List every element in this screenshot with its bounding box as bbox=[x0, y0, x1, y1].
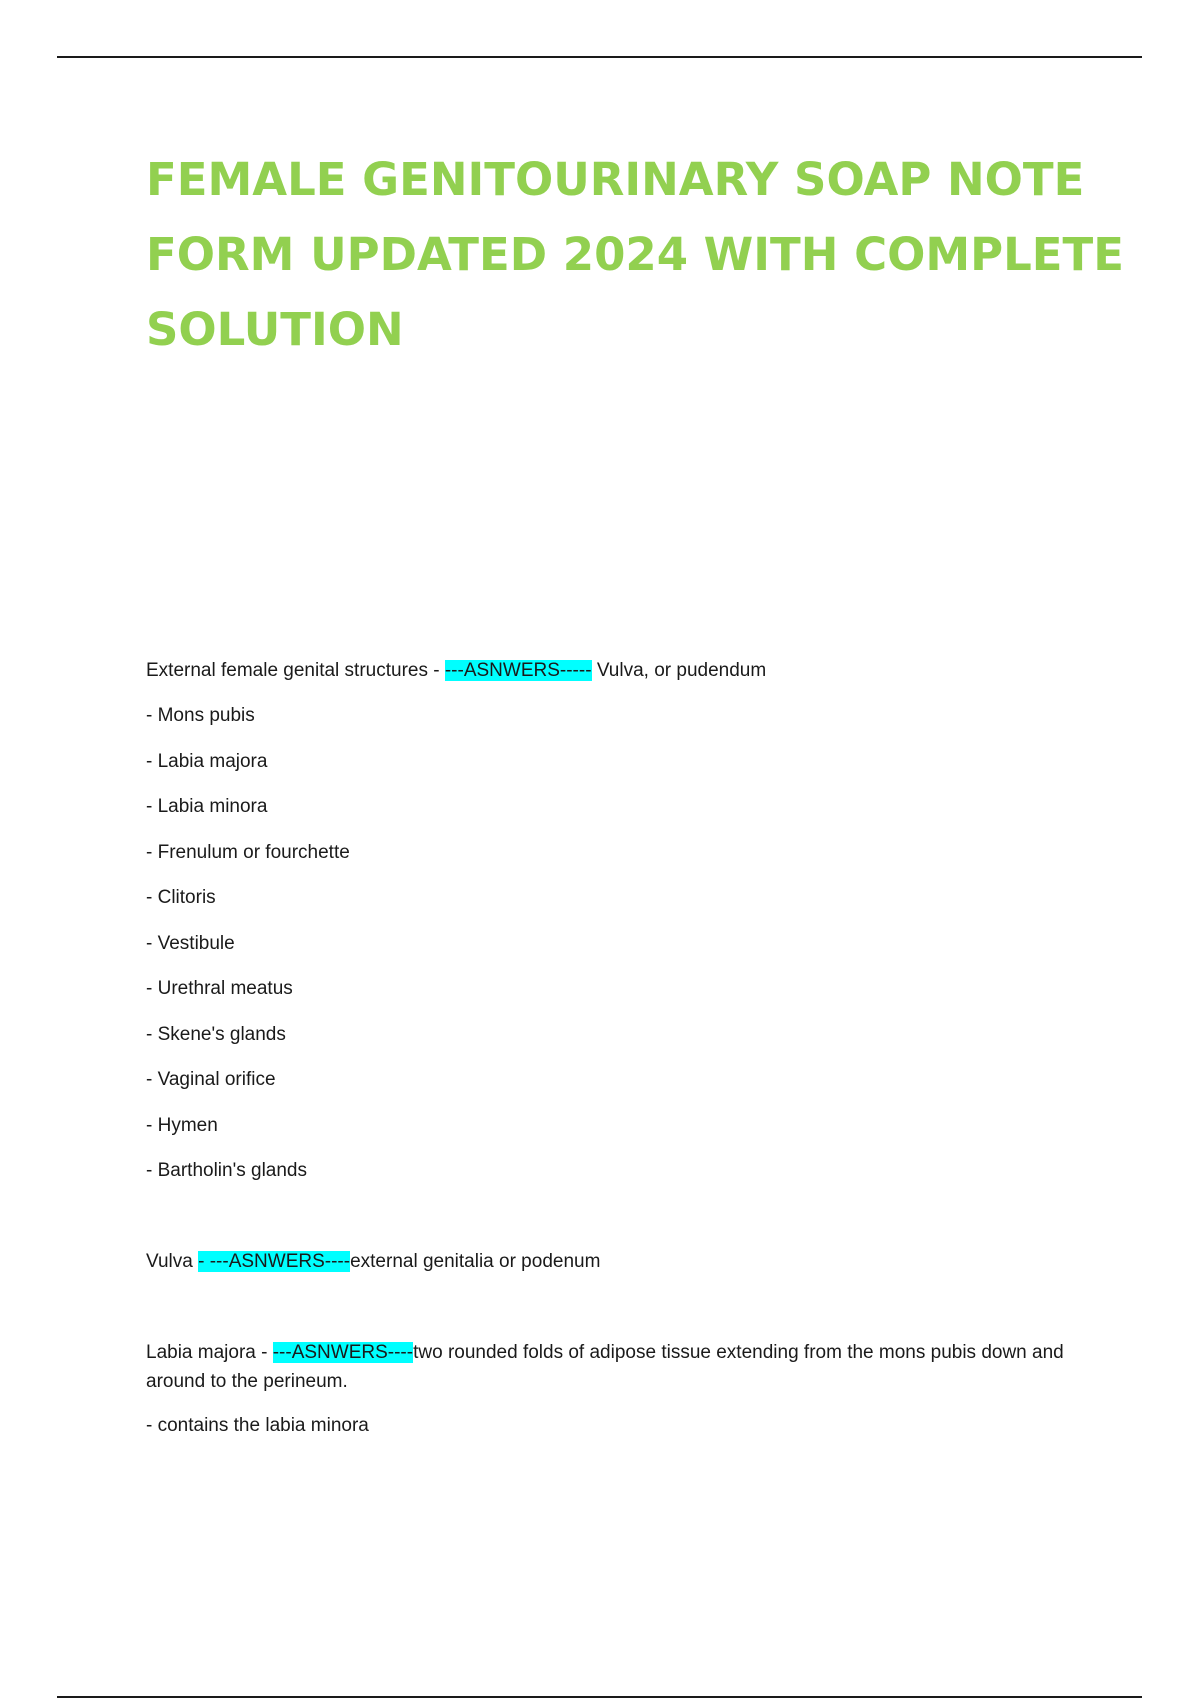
top-rule bbox=[57, 56, 1142, 58]
labia-majora-note: - contains the labia minora bbox=[146, 1415, 369, 1436]
entry-definition: Vulva, or pudendum bbox=[591, 660, 767, 681]
answer-marker: - ---ASNWERS---- bbox=[198, 1251, 351, 1272]
answer-marker: ---ASNWERS---- bbox=[272, 1342, 414, 1363]
list-item: - Urethral meatus bbox=[146, 978, 293, 999]
entry-vulva bbox=[146, 1249, 600, 1275]
entry-labia-majora bbox=[146, 1338, 1096, 1396]
entry-definition: two rounded folds of adipose tissue extending from the mons pubis down and around to the perineum. bbox=[146, 1342, 1064, 1392]
answer-marker: ---ASNWERS----- bbox=[444, 660, 592, 681]
list-item: - Clitoris bbox=[146, 887, 216, 908]
list-item: - Skene's glands bbox=[146, 1024, 286, 1045]
list-item: - Vaginal orifice bbox=[146, 1069, 276, 1090]
list-item: - Bartholin's glands bbox=[146, 1160, 307, 1181]
entry-definition: external genitalia or podenum bbox=[350, 1251, 601, 1272]
list-item: - Hymen bbox=[146, 1115, 218, 1136]
entry-external-structures bbox=[146, 658, 766, 684]
list-item: - Frenulum or fourchette bbox=[146, 842, 350, 863]
entry-term: Vulva bbox=[146, 1251, 199, 1272]
list-item: - Labia minora bbox=[146, 796, 268, 817]
bottom-rule bbox=[57, 1696, 1142, 1698]
entry-term: Labia majora - bbox=[146, 1342, 273, 1363]
list-item: - Mons pubis bbox=[146, 705, 255, 726]
list-item: - Vestibule bbox=[146, 933, 235, 954]
entry-term: External female genital structures - bbox=[146, 660, 445, 681]
document-title: FEMALE GENITOURINARY SOAP NOTE FORM UPDATED 2024 WITH COMPLETE SOLUTION bbox=[146, 153, 1124, 356]
list-item: - Labia majora bbox=[146, 751, 268, 772]
